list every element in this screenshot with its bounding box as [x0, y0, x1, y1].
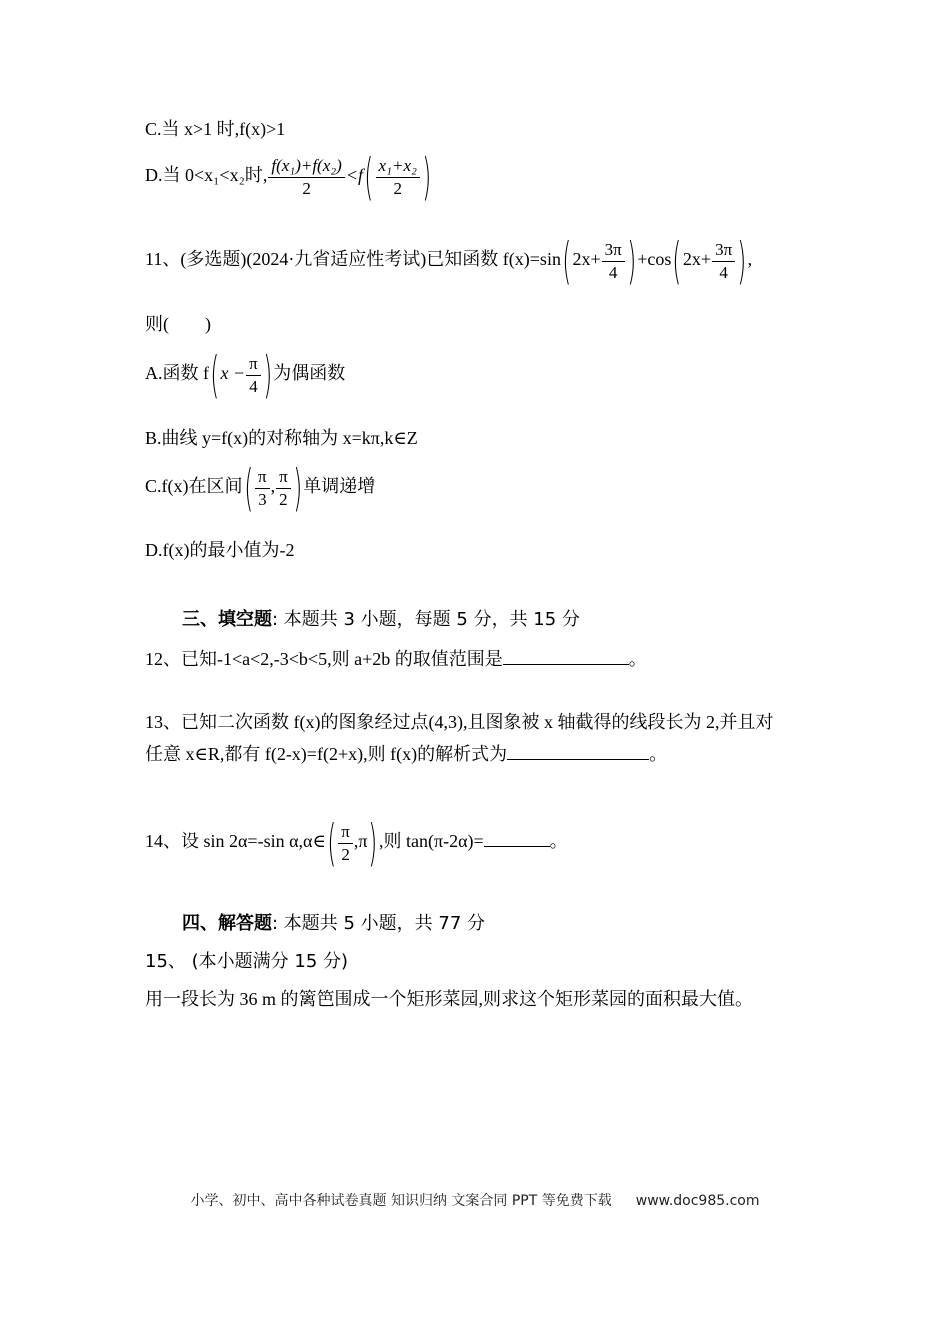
q12-answer-blank[interactable]: [503, 648, 629, 665]
q11-option-a-fraction: [246, 353, 261, 398]
section-4-heading: [182, 912, 485, 936]
q11-intro: 11、(多选题)(2024·九省适应性考试)已知函数 f(x)=sin: [145, 249, 561, 270]
q12: [145, 647, 647, 671]
section-4-desc: : 本题共 5 小题，共 77 分: [272, 913, 486, 934]
q11-option-c-suffix: 单调递增: [303, 476, 376, 497]
q14-prefix: 14、设 sin 2α=-sin α,α∈: [145, 831, 326, 852]
section-3-title: 三、填空题: [182, 609, 272, 630]
section-4-title: 四、解答题: [182, 913, 272, 934]
q11-option-a-denominator: 4: [249, 376, 258, 396]
q10-option-d-denominator: 2: [302, 178, 311, 198]
right-paren: ): [263, 346, 272, 404]
section-3-heading: [182, 608, 580, 632]
q15-text: 用一段长为 36 m 的篱笆围成一个矩形菜园,则求这个矩形菜园的面积最大值。: [145, 989, 753, 1009]
q11-option-c-numerator1: π: [255, 466, 270, 489]
q11-option-c-denominator2: 2: [279, 489, 288, 509]
q11-then: 则( ): [145, 314, 211, 334]
q10-option-d: [145, 148, 432, 206]
page-footer: [0, 1190, 950, 1210]
q11-arg2-denominator: 4: [719, 262, 728, 282]
q13-answer-blank[interactable]: [507, 743, 649, 760]
q10-option-d-inner-fraction: [376, 155, 420, 200]
footer-url[interactable]: www.doc985.com: [635, 1193, 760, 1209]
q11-arg2-fraction: [712, 239, 735, 284]
q10-option-d-prefix: D.当 0<x₁<x₂时,: [145, 165, 268, 186]
q11-arg1-denominator: 4: [608, 262, 618, 282]
q14-fraction: [338, 821, 353, 866]
left-paren: (: [327, 814, 336, 872]
q11-arg1-fraction: [602, 239, 625, 284]
q11-option-d: D.f(x)的最小值为-2: [145, 540, 295, 560]
q11-option-a-prefix: A.函数 f: [145, 363, 209, 384]
q14-suffix: ,则 tan(π-2α)=: [379, 831, 484, 852]
q14-denominator: 2: [341, 844, 350, 864]
q14-answer-blank[interactable]: [484, 830, 550, 847]
right-paren: ): [293, 459, 302, 517]
right-paren: ): [627, 232, 636, 290]
q11-option-a-inner: x −: [220, 363, 246, 384]
q14-numerator: π: [338, 821, 353, 844]
q11-stem: [145, 232, 753, 290]
q14: [145, 814, 568, 872]
left-paren: (: [243, 459, 253, 517]
q14-end: 。: [549, 831, 568, 852]
q11-arg1: 2x+: [572, 249, 601, 270]
q11-trail: ,: [747, 249, 753, 270]
q11-arg1-numerator: 3π: [602, 239, 625, 262]
q11-option-c: C.f(x)在区间( $\frac{\pi}{3}$ , $\frac{\pi}{2}$ )单调递增: [145, 459, 376, 517]
section-3-desc: : 本题共 3 小题，每题 5 分，共 15 分: [272, 609, 580, 630]
q11-option-c-prefix: C.f(x)在区间: [145, 476, 243, 497]
q11-arg2-numerator: 3π: [712, 239, 735, 262]
q11-option-b: B.曲线 y=f(x)的对称轴为 x=kπ,k∈Z: [145, 428, 418, 448]
q11-option-a: [145, 346, 346, 404]
left-paren: (: [210, 346, 220, 404]
q11-option-a-numerator: π: [246, 353, 261, 376]
q13-line2: [145, 742, 667, 766]
q11-option-c-fraction2: [276, 466, 291, 511]
left-paren: (: [364, 148, 374, 206]
q14-comma-pi: ,π: [353, 831, 368, 852]
q11-option-c-denominator1: 3: [258, 489, 267, 509]
right-paren: ): [737, 232, 747, 290]
q10-option-d-fraction: [268, 155, 344, 200]
q11-plus-cos: +cos: [637, 249, 672, 270]
q15-heading: 15、 (本小题满分 15 分): [145, 951, 349, 972]
left-paren: (: [672, 232, 682, 290]
q10-option-d-inner-denominator: 2: [393, 178, 402, 198]
q12-end: 。: [628, 649, 647, 669]
right-paren: ): [368, 814, 378, 872]
right-paren: ): [422, 148, 432, 206]
q11-arg2: 2x+: [682, 249, 712, 270]
q10-option-d-inner-numerator: x₁+x₂: [376, 155, 420, 178]
q13-line1: 13、已知二次函数 f(x)的图象经过点(4,3),且图象被 x 轴截得的线段长为 2,并且对: [145, 712, 774, 732]
q13-end: 。: [649, 744, 668, 764]
q11-option-c-numerator2: π: [276, 466, 291, 489]
q10-option-d-numerator: f(x₁)+f(x₂): [268, 155, 344, 178]
left-paren: (: [562, 232, 572, 290]
q11-option-a-suffix: 为偶函数: [273, 363, 346, 384]
q12-text: 12、已知-1<a<2,-3<b<5,则 a+2b 的取值范围是: [145, 649, 503, 669]
footer-text: 小学、初中、高中各种试卷真题 知识归纳 文案合同 PPT 等免费下载: [190, 1193, 612, 1209]
q13-text: 任意 x∈R,都有 f(2-x)=f(2+x),则 f(x)的解析式为: [145, 744, 508, 764]
q11-option-c-fraction1: [255, 466, 270, 511]
q10-option-c: C.当 x>1 时,f(x)>1: [145, 119, 286, 139]
q10-option-d-lt: <f: [345, 165, 363, 186]
